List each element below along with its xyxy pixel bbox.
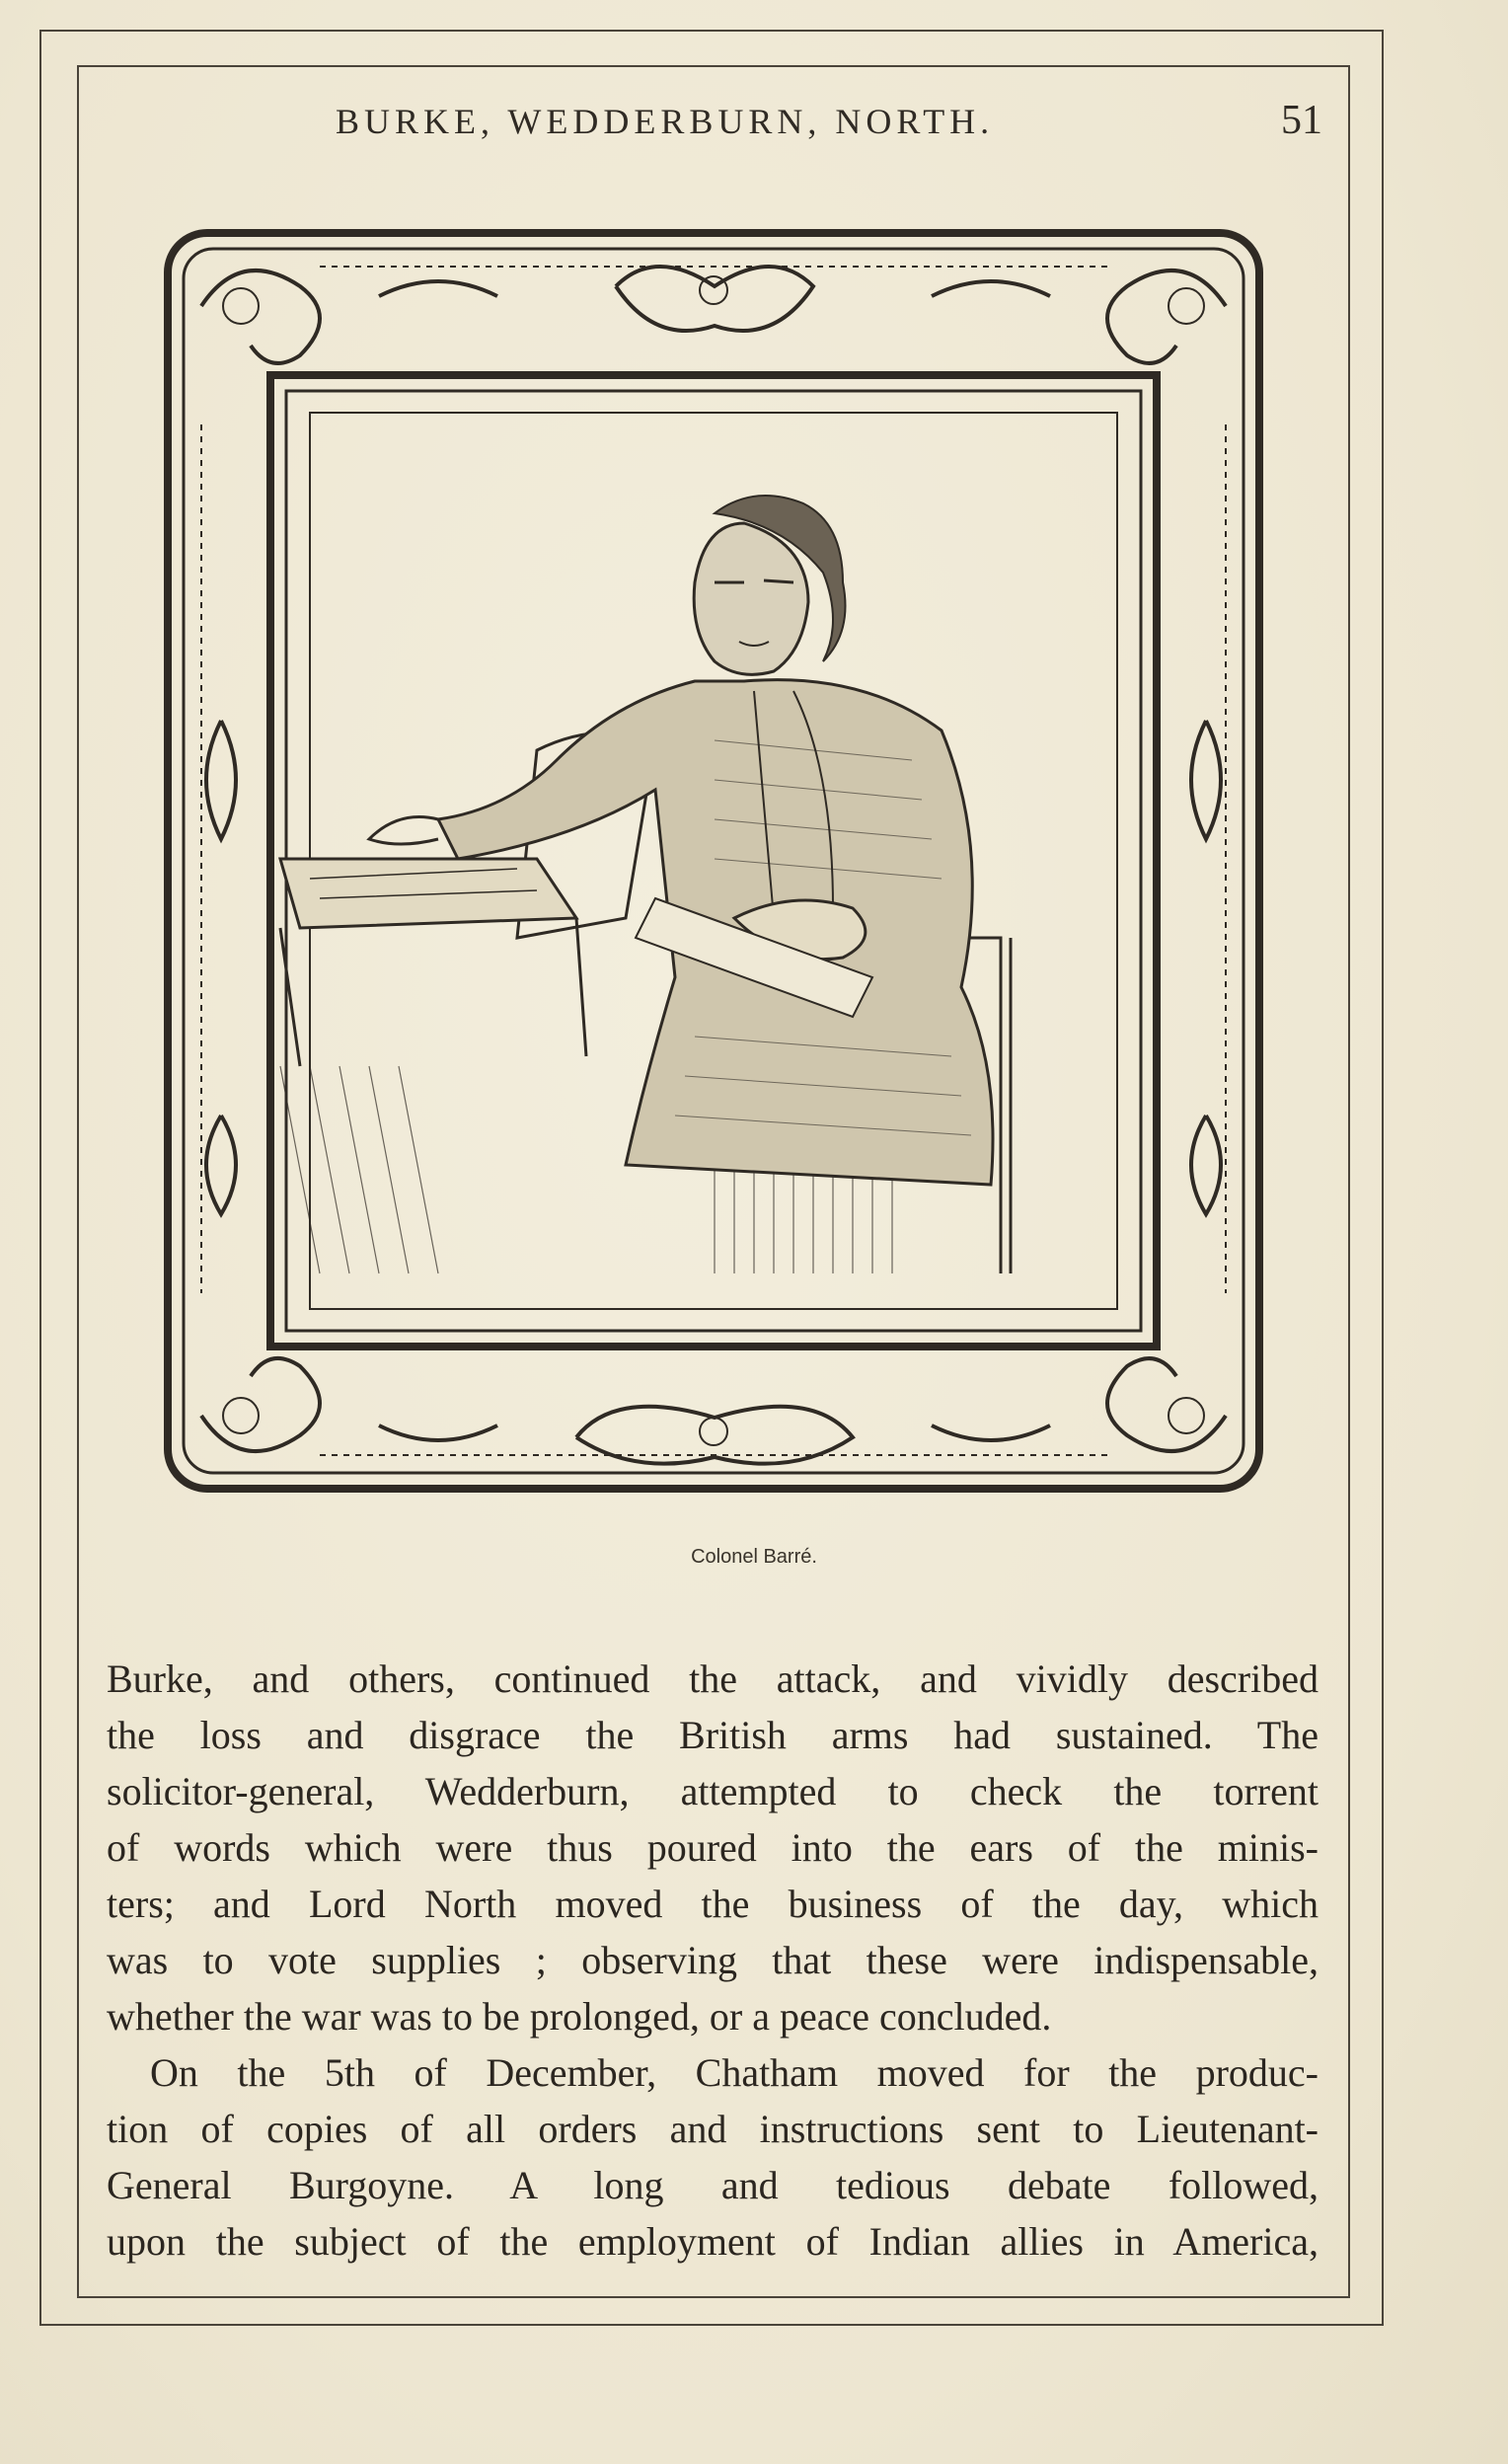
text-line: was to vote supplies ; observing that these were indispensable, bbox=[107, 1938, 1319, 1982]
text-line: of words which were thus poured into the ears of the minis- bbox=[107, 1825, 1319, 1870]
text-line: General Burgoyne. A long and tedious debate followed, bbox=[107, 2163, 1319, 2207]
text-line: whether the war was to be prolonged, or a peace concluded. bbox=[107, 1994, 1052, 2039]
text-line: On the 5th of December, Chatham moved for the produc- bbox=[150, 2050, 1319, 2095]
text-line: solicitor-general, Wedderburn, attempted to check the torrent bbox=[107, 1769, 1319, 1813]
text-line: ters; and Lord North moved the business of the day, which bbox=[107, 1882, 1319, 1926]
illustration-caption: Colonel Barré. bbox=[691, 1546, 817, 1568]
portrait-engraving bbox=[162, 227, 1265, 1495]
portrait-figure bbox=[280, 496, 1011, 1273]
paragraph-2 bbox=[107, 2044, 1319, 2270]
text-line: upon the subject of the employment of Indian allies in America, bbox=[107, 2219, 1319, 2264]
text-line: tion of copies of all orders and instructions sent to Lieutenant- bbox=[107, 2107, 1319, 2151]
page-number: 51 bbox=[1281, 98, 1322, 143]
text-line: the loss and disgrace the British arms had sustained. The bbox=[107, 1713, 1319, 1757]
paragraph-1 bbox=[107, 1651, 1319, 2044]
running-head: BURKE, WEDDERBURN, NORTH. bbox=[336, 102, 995, 141]
text-line: Burke, and others, continued the attack, and vividly described bbox=[107, 1656, 1319, 1701]
body-text bbox=[107, 1651, 1319, 2270]
page-header bbox=[99, 95, 1322, 154]
